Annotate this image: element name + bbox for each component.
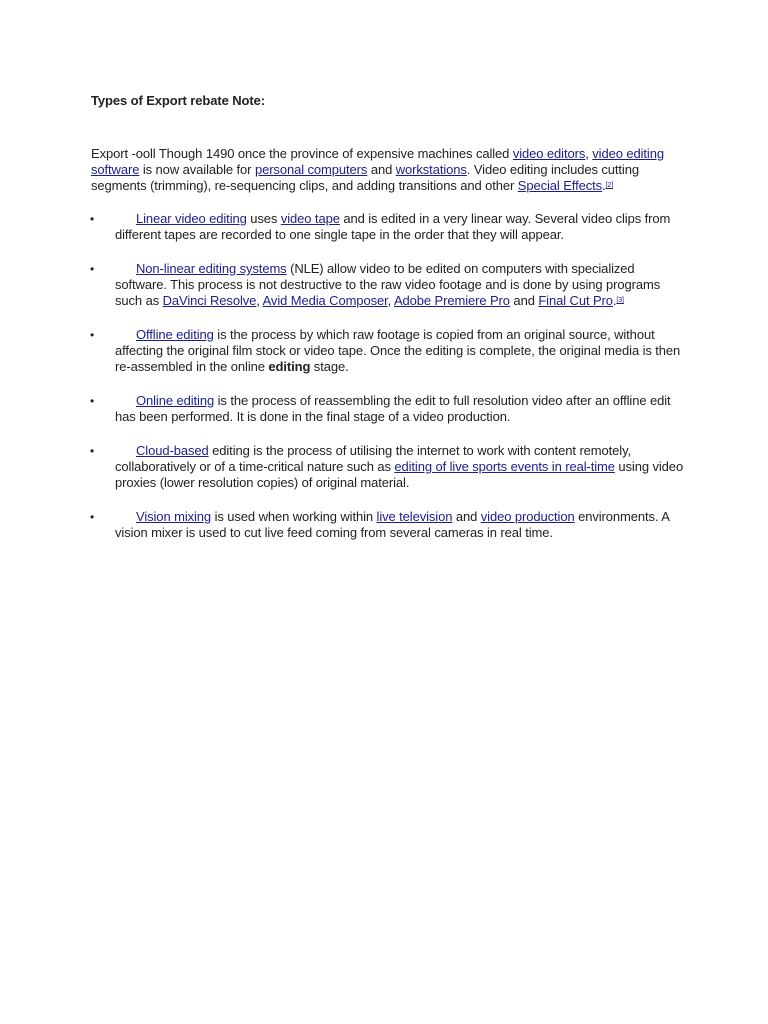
item-text: and xyxy=(452,509,481,524)
link-workstations[interactable]: workstations xyxy=(395,162,467,177)
reference-link[interactable]: [2] xyxy=(605,182,614,189)
bullet-list xyxy=(0,211,768,559)
item-text: , xyxy=(387,293,394,308)
link-live-television[interactable]: live television xyxy=(376,509,453,524)
link-offline-editing[interactable]: Offline editing xyxy=(136,327,214,342)
intro-paragraph xyxy=(91,146,681,194)
item-text: (NLE) allow video to be edited on computers with specialized software. This process is not destructive to the raw video footage and is done by using programs such as xyxy=(115,261,661,308)
link-personal-computers[interactable]: personal computers xyxy=(254,162,368,177)
page-title: Types of Export rebate Note: xyxy=(91,93,265,108)
item-text: is the process of reassembling the edit to full resolution video after an offline edit has been performed. It is done in the final stage of a video production. xyxy=(115,393,671,424)
list-item xyxy=(0,393,685,425)
link-video-editing-software[interactable]: video editing software xyxy=(91,146,664,177)
bullet-icon: • xyxy=(90,328,95,342)
intro-text: Export -ooll Though 1490 once the province of expensive machines called xyxy=(91,146,513,161)
link-adobe-premiere-pro[interactable]: Adobe Premiere Pro xyxy=(393,293,510,308)
list-item xyxy=(0,443,685,491)
link-vision-mixing[interactable]: Vision mixing xyxy=(136,509,212,524)
bullet-icon: • xyxy=(90,212,95,226)
bullet-icon: • xyxy=(90,444,95,458)
bullet-icon: • xyxy=(90,394,95,408)
link-non-linear-editing-systems[interactable]: Non-linear editing systems xyxy=(136,261,287,276)
bullet-icon: • xyxy=(90,262,95,276)
item-text: and is edited in a very linear way. Several video clips from different tapes are recorded to one single tape in the order that they will appear. xyxy=(115,211,671,242)
intro-text: . Video editing includes cutting segments (trimming), re-sequencing clips, and adding transitions and other xyxy=(91,162,639,193)
list-item xyxy=(0,211,685,243)
link-cloud-based[interactable]: Cloud-based xyxy=(136,443,209,458)
intro-text: is now available for xyxy=(139,162,255,177)
item-text: environments. A vision mixer is used to cut live feed coming from several cameras in real time. xyxy=(115,509,670,540)
reference-link[interactable]: [3] xyxy=(616,297,624,304)
link-editing-live-sports[interactable]: editing of live sports events in real-time xyxy=(394,459,615,474)
item-text: . xyxy=(612,293,617,308)
link-special-effects[interactable]: Special Effects xyxy=(517,178,603,193)
list-item xyxy=(0,261,685,309)
link-video-editors[interactable]: video editors xyxy=(512,146,586,161)
intro-text: and xyxy=(367,162,396,177)
intro-text: , xyxy=(585,146,593,161)
bullet-icon: • xyxy=(90,510,95,524)
link-video-tape[interactable]: video tape xyxy=(280,211,340,226)
item-text: editing is the process of utilising the internet to work with content remotely, collaboratively or of a time-critical nature such as xyxy=(115,443,632,474)
item-text: , xyxy=(256,293,263,308)
link-avid-media-composer[interactable]: Avid Media Composer xyxy=(262,293,388,308)
item-text: and xyxy=(509,293,539,308)
link-video-production[interactable]: video production xyxy=(480,509,575,524)
link-linear-video-editing[interactable]: Linear video editing xyxy=(136,211,247,226)
list-item xyxy=(0,327,685,375)
list-item xyxy=(0,509,685,541)
intro-text: . xyxy=(602,178,606,193)
item-text: is the process by which raw footage is copied from an original source, without affecting the original film stock or video tape. Once the editing is complete, the original media is then re-assembled in the online xyxy=(115,327,681,374)
link-online-editing[interactable]: Online editing xyxy=(136,393,215,408)
bold-text: editing xyxy=(268,359,311,374)
link-davinci-resolve[interactable]: DaVinci Resolve xyxy=(162,293,257,308)
item-text: stage. xyxy=(310,359,349,374)
item-text: uses xyxy=(246,211,281,226)
link-final-cut-pro[interactable]: Final Cut Pro xyxy=(538,293,613,308)
item-text: using video proxies (lower resolution copies) of original material. xyxy=(115,459,684,490)
item-text: is used when working within xyxy=(211,509,377,524)
